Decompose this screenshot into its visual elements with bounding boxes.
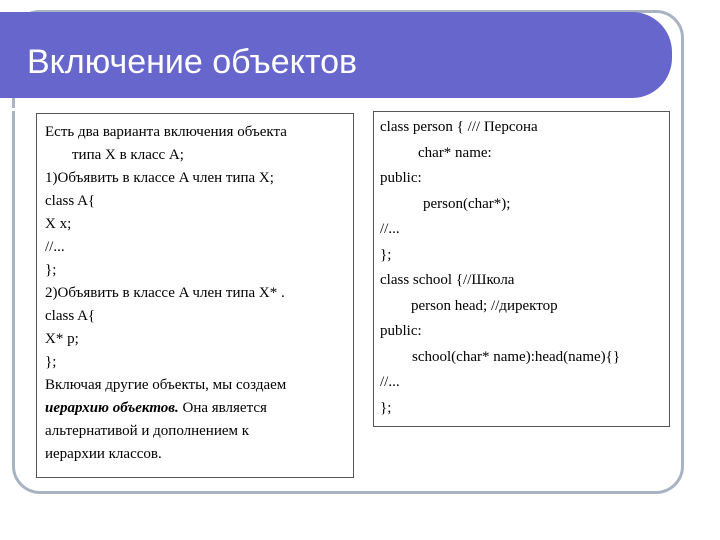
code-line: }; — [380, 399, 392, 416]
code-box-right — [373, 111, 670, 427]
code-line: class person { /// Персона — [380, 119, 538, 135]
code-line: X x; — [45, 216, 72, 232]
code-line: person(char*); — [423, 195, 511, 212]
code-line: person head; //директор — [411, 297, 558, 314]
text-box-left — [36, 113, 354, 478]
text-line: типа X в класс A; — [72, 147, 184, 163]
text-line: иерархии классов. — [45, 446, 162, 462]
code-line: }; — [45, 354, 57, 370]
text-line: Есть два варианта включения объекта — [45, 124, 287, 140]
code-line: public: — [380, 170, 422, 186]
code-line: class A{ — [45, 193, 96, 209]
code-line: }; — [45, 262, 57, 278]
slide-title: Включение объектов — [27, 43, 358, 81]
text-fragment: Она является — [178, 400, 267, 416]
text-line: 1)Объявить в классе A член типа X; — [45, 170, 274, 186]
code-line: public: — [380, 323, 422, 339]
code-line: school(char* name):head(name){} — [412, 348, 621, 365]
code-line: //... — [45, 239, 65, 255]
emphasized-term: иерархию объектов. — [45, 400, 179, 416]
code-line: class school {//Школа — [380, 272, 515, 288]
title-bar — [0, 12, 672, 98]
text-line: 2)Объявить в классе A член типа X* . — [45, 285, 285, 301]
text-line-emphasis — [45, 397, 345, 420]
code-line: //... — [380, 374, 400, 390]
code-line: }; — [380, 246, 392, 263]
code-line: //... — [380, 221, 400, 237]
code-line: X* p; — [45, 331, 79, 347]
code-line: char* name: — [418, 144, 492, 161]
text-line: Включая другие объекты, мы создаем — [45, 377, 287, 393]
code-line: class A{ — [45, 308, 96, 324]
text-line: альтернативой и дополнением к — [45, 423, 250, 439]
